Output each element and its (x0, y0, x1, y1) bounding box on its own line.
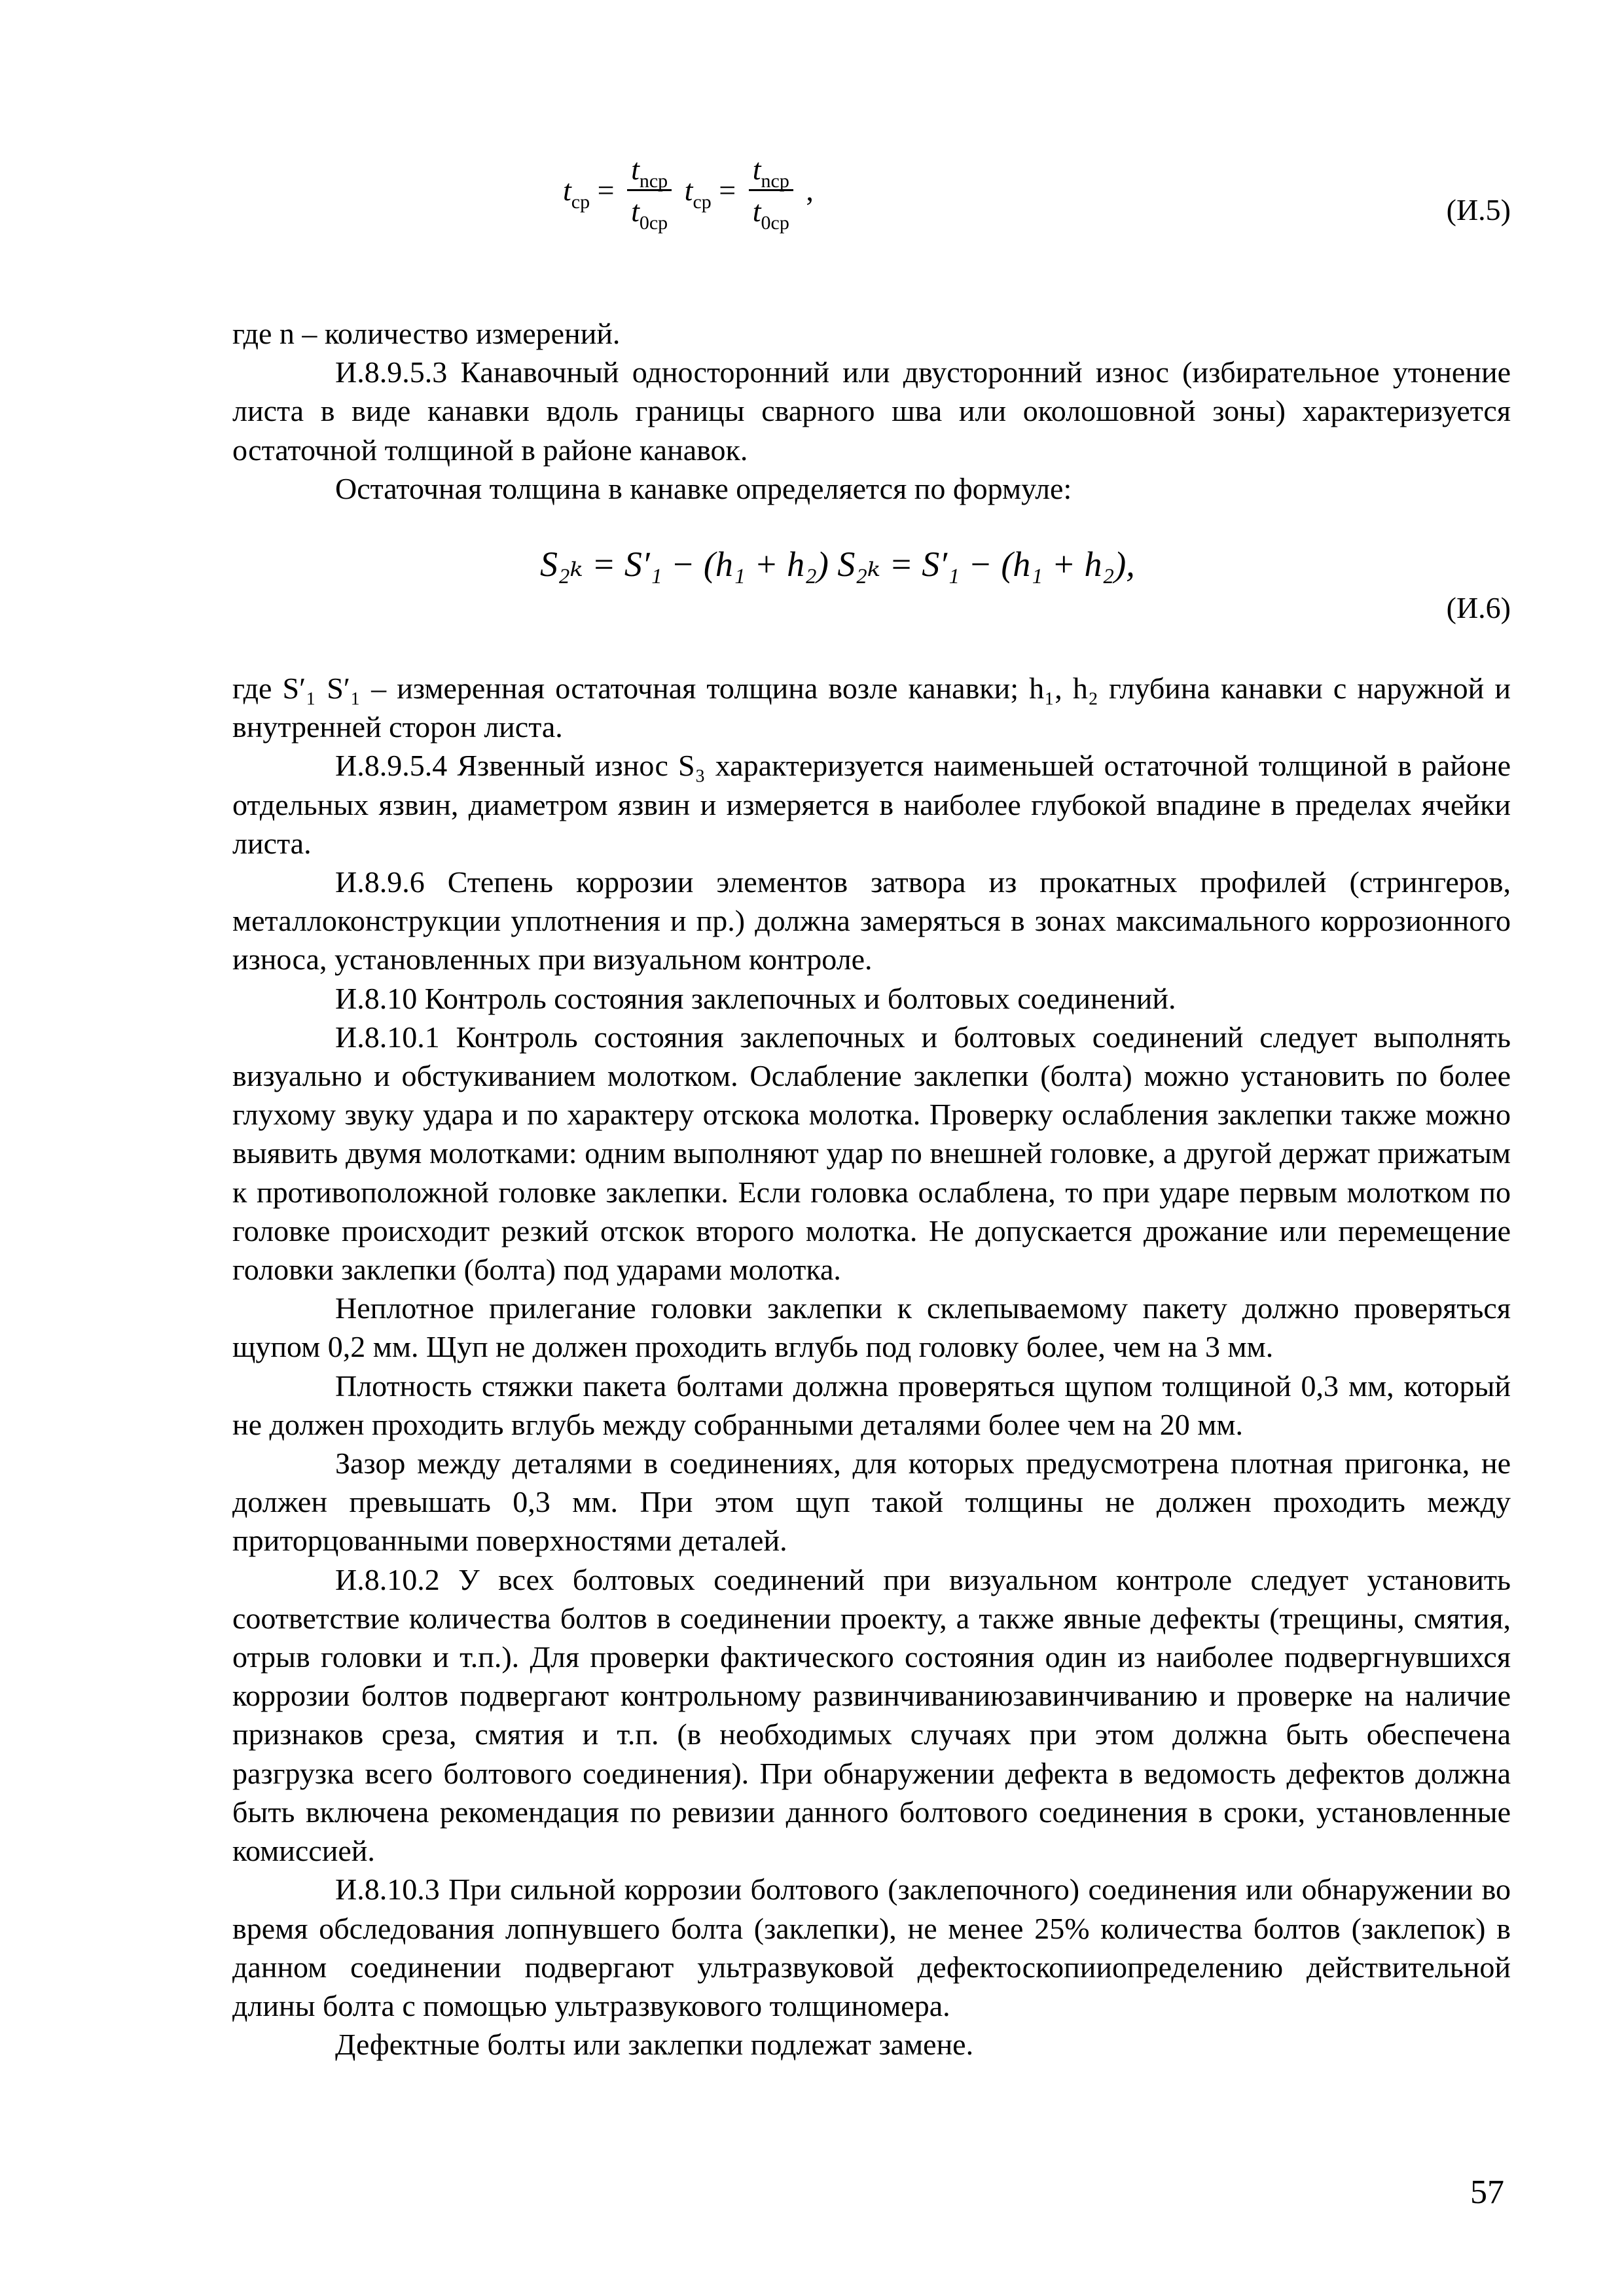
paragraph: где n – количество измерений. (232, 317, 621, 350)
page-number: 57 (1470, 2174, 1504, 2211)
formula-fraction (749, 152, 793, 234)
formula-number: (И.5) (1446, 193, 1511, 226)
formula-sub: ср (693, 191, 712, 213)
formula-var: t (684, 173, 693, 207)
paragraph: Остаточная толщина в канавке определяется по формуле: (335, 471, 1072, 505)
formula-var: t (752, 194, 761, 228)
paragraph: И.8.9.5.3 Канавочный односторонний или двусторонний износ (избирательное утонение листа в виде канавки вдоль границы сварного шва или околошовной зоны) характеризуется остаточной толщиной в районе канавок. (232, 355, 1511, 467)
paragraph: Плотность стяжки пакета болтами должна проверяться щупом толщиной 0,3 мм, который не должен проходить вглубь между собранными деталями более чем на 20 мм. (232, 1369, 1511, 1441)
formula-var: t (631, 194, 640, 228)
formula-sub: nср (761, 170, 789, 192)
formula-sub: 0ср (639, 212, 668, 234)
paragraph: Зазор между деталями в соединениях, для которых предусмотрена плотная пригонка, не должен превышать 0,3 мм. При этом щуп такой толщины не должен проходить между приторцованными поверхностями деталей. (232, 1446, 1511, 1558)
paragraph: Дефектные болты или заклепки подлежат замене. (335, 2028, 974, 2062)
formula-i6 (232, 543, 1511, 641)
formula-comma: , (806, 173, 814, 207)
paragraph: И.8.9.6 Степень коррозии элементов затвора из прокатных профилей (стрингеров, металлоконструкции уплотнения и пр.) должна замеряться в зонах максимального коррозионного износа, установленных при визуальном контроле. (232, 865, 1511, 977)
formula-var: t (631, 152, 640, 186)
formula-sub: ср (571, 191, 590, 213)
formula-fraction (627, 152, 672, 234)
paragraph: И.8.10.3 При сильной коррозии болтового (заклепочного) соединения или обнаружении во время обследования лопнувшего болта (заклепки), не менее 25% количества болтов (заклепок) в данном соединении подвергают ультразвуковой дефектоскопииопределению действительной длины болта с помощью ультразвукового толщиномера. (232, 1873, 1511, 2022)
formula-sub: nср (639, 170, 668, 192)
formula-number: (И.6) (1446, 591, 1511, 624)
formula-var: t (752, 152, 761, 186)
formula-i6-expression: S₂ₖ = S′₁ − (h₁ + h₂) S₂ₖ = S′₁ − (h₁ + h₂), (540, 545, 1135, 584)
paragraph: где S′₁ S′₁ – измеренная остаточная толщина возле канавки; h₁, h₂ глубина канавки с наружной и внутренней сторон листа. (232, 672, 1511, 744)
formula-var: t (563, 173, 571, 207)
section-heading: И.8.10 Контроль состояния заклепочных и болтовых соединений. (335, 981, 1176, 1015)
formula-sub: 0ср (761, 212, 789, 234)
paragraph: И.8.10.1 Контроль состояния заклепочных и болтовых соединений следует выполнять визуально и обстукиванием молотком. Ослабление заклепки (болта) можно установить по более глухому звуку удара и по характеру отскока молотка. Проверку ослабления заклепки также можно выявить двумя молотками: одним выполняют удар по внешней головке, а другой держат прижатым к противоположной головке заклепки. Если головка ослаблена, то при ударе первым молотком по головке происходит резкий отскок второго молотка. Не допускается дрожание или перемещение головки заклепки (болта) под ударами молотка. (232, 1020, 1511, 1287)
formula-i5-expression: $t_{ср}$ = $\frac{t_{nср}}{t_{0ср}}$ $t_{ср}$ = $\frac{t_{nср}}{t_{0ср}}$ , (563, 152, 814, 234)
paragraph: Неплотное прилегание головки заклепки к склепываемому пакету должно проверяться щупом 0,2 мм. Щуп не должен проходить вглубь под головку более, чем на 3 мм. (232, 1291, 1511, 1364)
text-block-1 (232, 314, 1511, 508)
text-block-2 (232, 669, 1511, 2064)
paragraph: И.8.10.2 У всех болтовых соединений при визуальном контроле следует установить соответствие количества болтов в соединении проекту, а также явные дефекты (трещины, смятия, отрыв головки и т.п.). Для проверки фактического состояния один из наиболее подвергнувшихся коррозии болтов подвергают контрольному развинчиваниюзавинчиванию и проверке на наличие признаков среза, смятия и т.п. (в необходимых случаях при этом должна быть обеспечена разгрузка всего болтового соединения). При обнаружении дефекта в ведомость дефектов должна быть включена рекомендация по ревизии данного болтового соединения в сроки, установленные комиссией. (232, 1562, 1511, 1868)
paragraph: И.8.9.5.4 Язвенный износ S₃ характеризуется наименьшей остаточной толщиной в районе отдельных язвин, диаметром язвин и измеряется в наиболее глубокой впадине в пределах ячейки листа. (232, 749, 1511, 860)
formula-i5 (232, 152, 1511, 283)
